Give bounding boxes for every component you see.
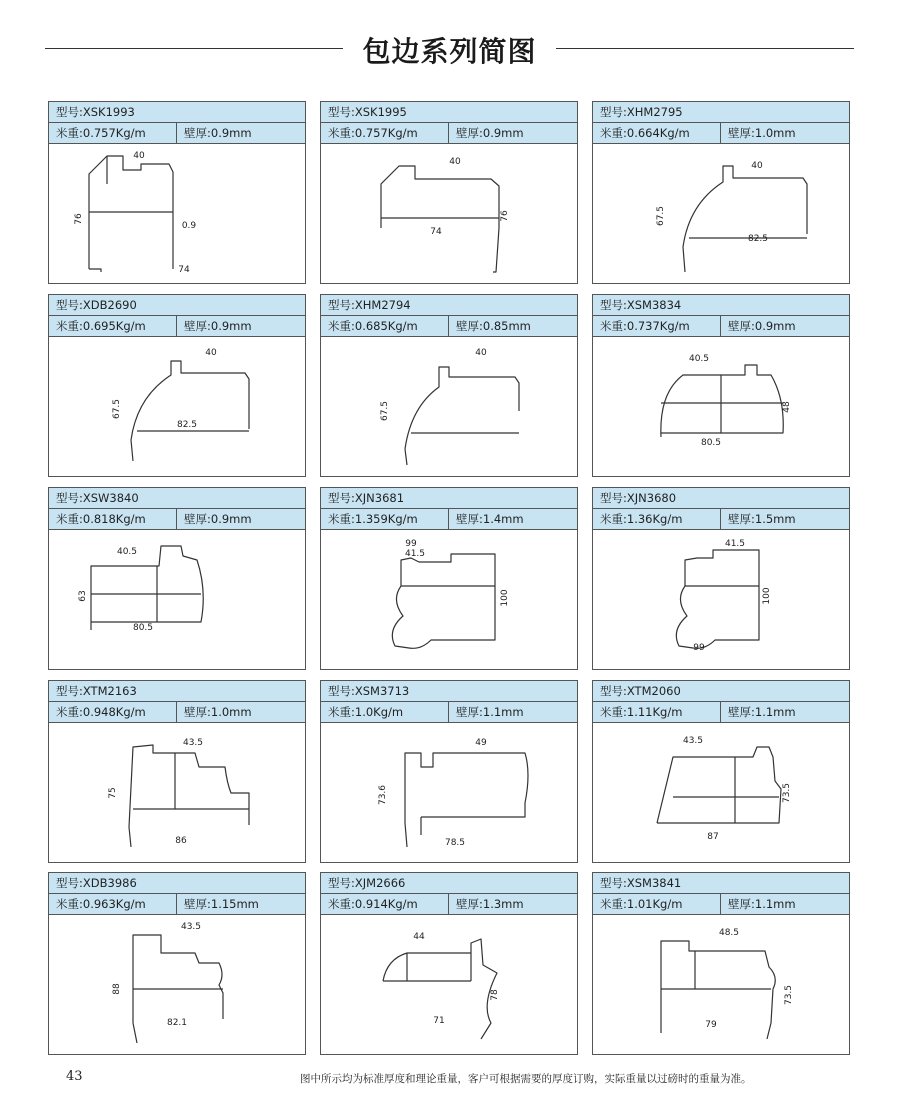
dimension-label: 71 [433, 1016, 445, 1026]
wall-thickness: 壁厚:1.0mm [184, 705, 252, 719]
dimension-label: 40 [751, 161, 763, 171]
spec-row [49, 894, 305, 915]
spec-divider [720, 702, 721, 722]
profile-card [320, 294, 578, 477]
dimension-label: 99 [405, 539, 417, 549]
wall-thickness: 壁厚:1.5mm [728, 512, 796, 526]
dimension-label: 76 [74, 213, 84, 225]
spec-row [49, 123, 305, 144]
dimension-label: 0.9 [181, 221, 197, 231]
model-prefix: 型号: [56, 876, 83, 890]
profile-card [592, 872, 850, 1055]
profile-outline [405, 367, 519, 465]
model-header [49, 488, 305, 509]
profile-drawing [321, 530, 577, 669]
weight-per-meter: 米重:0.695Kg/m [56, 319, 146, 333]
weight-per-meter: 米重:1.359Kg/m [328, 512, 418, 526]
model-header [593, 102, 849, 123]
dimension-label: 82.1 [166, 1018, 188, 1028]
profile-drawing [321, 144, 577, 283]
dimension-label: 87 [707, 832, 719, 842]
dimension-label: 73.5 [784, 984, 794, 1006]
weight-per-meter: 米重:0.963Kg/m [56, 897, 146, 911]
dimension-label: 43.5 [180, 922, 202, 932]
spec-divider [176, 894, 177, 914]
wall-thickness: 壁厚:1.0mm [728, 126, 796, 140]
dimension-label: 86 [175, 836, 187, 846]
weight-per-meter: 米重:1.0Kg/m [328, 705, 404, 719]
model-prefix: 型号: [600, 298, 627, 312]
profile-outline [392, 554, 495, 648]
dimension-label: 40 [475, 348, 487, 358]
title-rule-left [45, 48, 343, 49]
model-prefix: 型号: [328, 684, 355, 698]
dimension-label: 75 [108, 787, 118, 799]
dimension-label: 43.5 [682, 736, 704, 746]
spec-row [49, 316, 305, 337]
spec-divider [448, 509, 449, 529]
profile-outline [129, 745, 249, 847]
dimension-label: 40.5 [688, 354, 710, 364]
spec-divider [720, 894, 721, 914]
profile-card [48, 101, 306, 284]
profile-drawing [49, 337, 305, 476]
model-code: XDB3986 [82, 876, 137, 890]
spec-divider [176, 702, 177, 722]
wall-thickness: 壁厚:1.1mm [728, 705, 796, 719]
spec-row [321, 509, 577, 530]
model-header [593, 295, 849, 316]
dimension-label: 40.5 [116, 547, 138, 557]
dimension-label: 41.5 [724, 539, 746, 549]
model-header [321, 681, 577, 702]
wall-thickness: 壁厚:1.4mm [456, 512, 524, 526]
profile-card [48, 294, 306, 477]
footer-note: 图中所示均为标准厚度和理论重量，客户可根据需要的厚度订购，实际重量以过磅时的重量为准。 [300, 1073, 752, 1085]
dimension-label: 73.6 [378, 784, 388, 806]
profile-drawing [49, 723, 305, 862]
profile-outline [381, 166, 499, 272]
weight-per-meter: 米重:0.757Kg/m [56, 126, 146, 140]
dimension-label: 48 [782, 401, 792, 413]
model-prefix: 型号: [328, 105, 355, 119]
spec-divider [176, 316, 177, 336]
weight-per-meter: 米重:1.36Kg/m [600, 512, 683, 526]
model-prefix: 型号: [600, 491, 627, 505]
model-code: XSW3840 [82, 491, 139, 505]
page-title: 包边系列简图 [362, 35, 537, 68]
weight-per-meter: 米重:1.11Kg/m [600, 705, 683, 719]
model-code: XSK1993 [82, 105, 135, 119]
model-code: XSM3713 [354, 684, 410, 698]
profile-outline [405, 753, 528, 847]
model-code: XSK1995 [354, 105, 407, 119]
model-code: XDB2690 [82, 298, 137, 312]
model-prefix: 型号: [56, 684, 83, 698]
spec-row [49, 702, 305, 723]
dimension-label: 67.5 [380, 400, 390, 422]
spec-row [593, 316, 849, 337]
weight-per-meter: 米重:0.664Kg/m [600, 126, 690, 140]
wall-thickness: 壁厚:0.85mm [456, 319, 531, 333]
model-header [321, 873, 577, 894]
profile-drawing [49, 915, 305, 1054]
spec-row [321, 702, 577, 723]
profile-drawing [593, 337, 849, 476]
dimension-label: 78.5 [444, 838, 466, 848]
model-header [593, 488, 849, 509]
weight-per-meter: 米重:0.757Kg/m [328, 126, 418, 140]
weight-per-meter: 米重:1.01Kg/m [600, 897, 683, 911]
profile-drawing [321, 337, 577, 476]
wall-thickness: 壁厚:1.3mm [456, 897, 524, 911]
spec-row [593, 702, 849, 723]
model-code: XSM3834 [626, 298, 682, 312]
spec-divider [720, 509, 721, 529]
profile-card [592, 294, 850, 477]
model-code: XHM2794 [354, 298, 411, 312]
profile-drawing [49, 530, 305, 669]
model-prefix: 型号: [56, 298, 83, 312]
spec-divider [448, 894, 449, 914]
spec-divider [448, 123, 449, 143]
dimension-label: 67.5 [112, 398, 122, 420]
dimension-label: 63 [78, 590, 88, 602]
dimension-label: 41.5 [404, 549, 426, 559]
model-header [49, 873, 305, 894]
model-header [321, 295, 577, 316]
dimension-label: 78 [490, 989, 500, 1001]
profile-drawing [321, 723, 577, 862]
profile-card [592, 680, 850, 863]
profile-outline [657, 747, 781, 823]
profile-card [592, 101, 850, 284]
dimension-label: 82.5 [747, 234, 769, 244]
profile-outline [683, 166, 807, 272]
wall-thickness: 壁厚:0.9mm [184, 512, 252, 526]
spec-divider [448, 702, 449, 722]
model-header [593, 873, 849, 894]
model-prefix: 型号: [600, 876, 627, 890]
profile-card [320, 487, 578, 670]
wall-thickness: 壁厚:1.1mm [456, 705, 524, 719]
wall-thickness: 壁厚:0.9mm [456, 126, 524, 140]
spec-row [49, 509, 305, 530]
profile-outline [661, 941, 775, 1039]
model-header [593, 681, 849, 702]
model-code: XJN3680 [626, 491, 677, 505]
dimension-label: 74 [178, 265, 190, 275]
spec-divider [176, 123, 177, 143]
model-header [321, 102, 577, 123]
profile-card [592, 487, 850, 670]
model-header [49, 295, 305, 316]
spec-row [593, 894, 849, 915]
profile-outline [661, 365, 783, 437]
model-header [49, 681, 305, 702]
profile-card [320, 680, 578, 863]
model-prefix: 型号: [56, 105, 83, 119]
model-code: XTM2163 [82, 684, 137, 698]
wall-thickness: 壁厚:0.9mm [728, 319, 796, 333]
profile-outline [89, 156, 173, 272]
profile-drawing [49, 144, 305, 283]
wall-thickness: 壁厚:0.9mm [184, 319, 252, 333]
model-prefix: 型号: [328, 876, 355, 890]
wall-thickness: 壁厚:1.1mm [728, 897, 796, 911]
profile-drawing [593, 723, 849, 862]
model-code: XJM2666 [354, 876, 406, 890]
dimension-label: 48.5 [718, 928, 740, 938]
profile-drawing [593, 530, 849, 669]
model-prefix: 型号: [56, 491, 83, 505]
dimension-label: 44 [413, 932, 425, 942]
profile-card [320, 872, 578, 1055]
spec-row [321, 123, 577, 144]
wall-thickness: 壁厚:1.15mm [184, 897, 259, 911]
spec-divider [720, 123, 721, 143]
spec-row [321, 316, 577, 337]
wall-thickness: 壁厚:0.9mm [184, 126, 252, 140]
dimension-label: 67.5 [656, 205, 666, 227]
model-code: XHM2795 [626, 105, 683, 119]
weight-per-meter: 米重:0.685Kg/m [328, 319, 418, 333]
spec-row [593, 509, 849, 530]
model-prefix: 型号: [328, 491, 355, 505]
dimension-label: 74 [430, 227, 442, 237]
dimension-label: 49 [475, 738, 487, 748]
dimension-label: 73.5 [782, 782, 792, 804]
dimension-label: 80.5 [700, 438, 722, 448]
title-rule-right [556, 48, 854, 49]
profile-drawing [593, 144, 849, 283]
spec-row [593, 123, 849, 144]
model-prefix: 型号: [600, 684, 627, 698]
profile-card [48, 680, 306, 863]
dimension-label: 76 [500, 210, 510, 222]
spec-divider [176, 509, 177, 529]
dimension-label: 100 [762, 587, 772, 605]
model-prefix: 型号: [600, 105, 627, 119]
dimension-label: 88 [112, 983, 122, 995]
dimension-label: 79 [705, 1020, 717, 1030]
dimension-label: 40 [205, 348, 217, 358]
profile-card [320, 101, 578, 284]
dimension-label: 82.5 [176, 420, 198, 430]
profile-outline [131, 361, 249, 461]
page-number: 43 [66, 1069, 83, 1084]
model-header [49, 102, 305, 123]
dimension-label: 99 [693, 643, 705, 653]
weight-per-meter: 米重:0.948Kg/m [56, 705, 146, 719]
model-prefix: 型号: [328, 298, 355, 312]
dimension-label: 100 [500, 589, 510, 607]
profile-outline [676, 550, 759, 648]
model-code: XSM3841 [626, 876, 682, 890]
spec-divider [720, 316, 721, 336]
model-header [321, 488, 577, 509]
weight-per-meter: 米重:0.737Kg/m [600, 319, 690, 333]
spec-divider [448, 316, 449, 336]
dimension-label: 40 [449, 157, 461, 167]
profile-drawing [321, 915, 577, 1054]
weight-per-meter: 米重:0.818Kg/m [56, 512, 146, 526]
dimension-label: 40 [133, 151, 145, 161]
dimension-label: 80.5 [132, 623, 154, 633]
profile-card [48, 872, 306, 1055]
profile-outline [91, 546, 203, 630]
profile-drawing [593, 915, 849, 1054]
model-code: XTM2060 [626, 684, 681, 698]
spec-row [321, 894, 577, 915]
profile-card [48, 487, 306, 670]
dimension-label: 43.5 [182, 738, 204, 748]
weight-per-meter: 米重:0.914Kg/m [328, 897, 418, 911]
page-header [0, 22, 900, 72]
model-code: XJN3681 [354, 491, 405, 505]
